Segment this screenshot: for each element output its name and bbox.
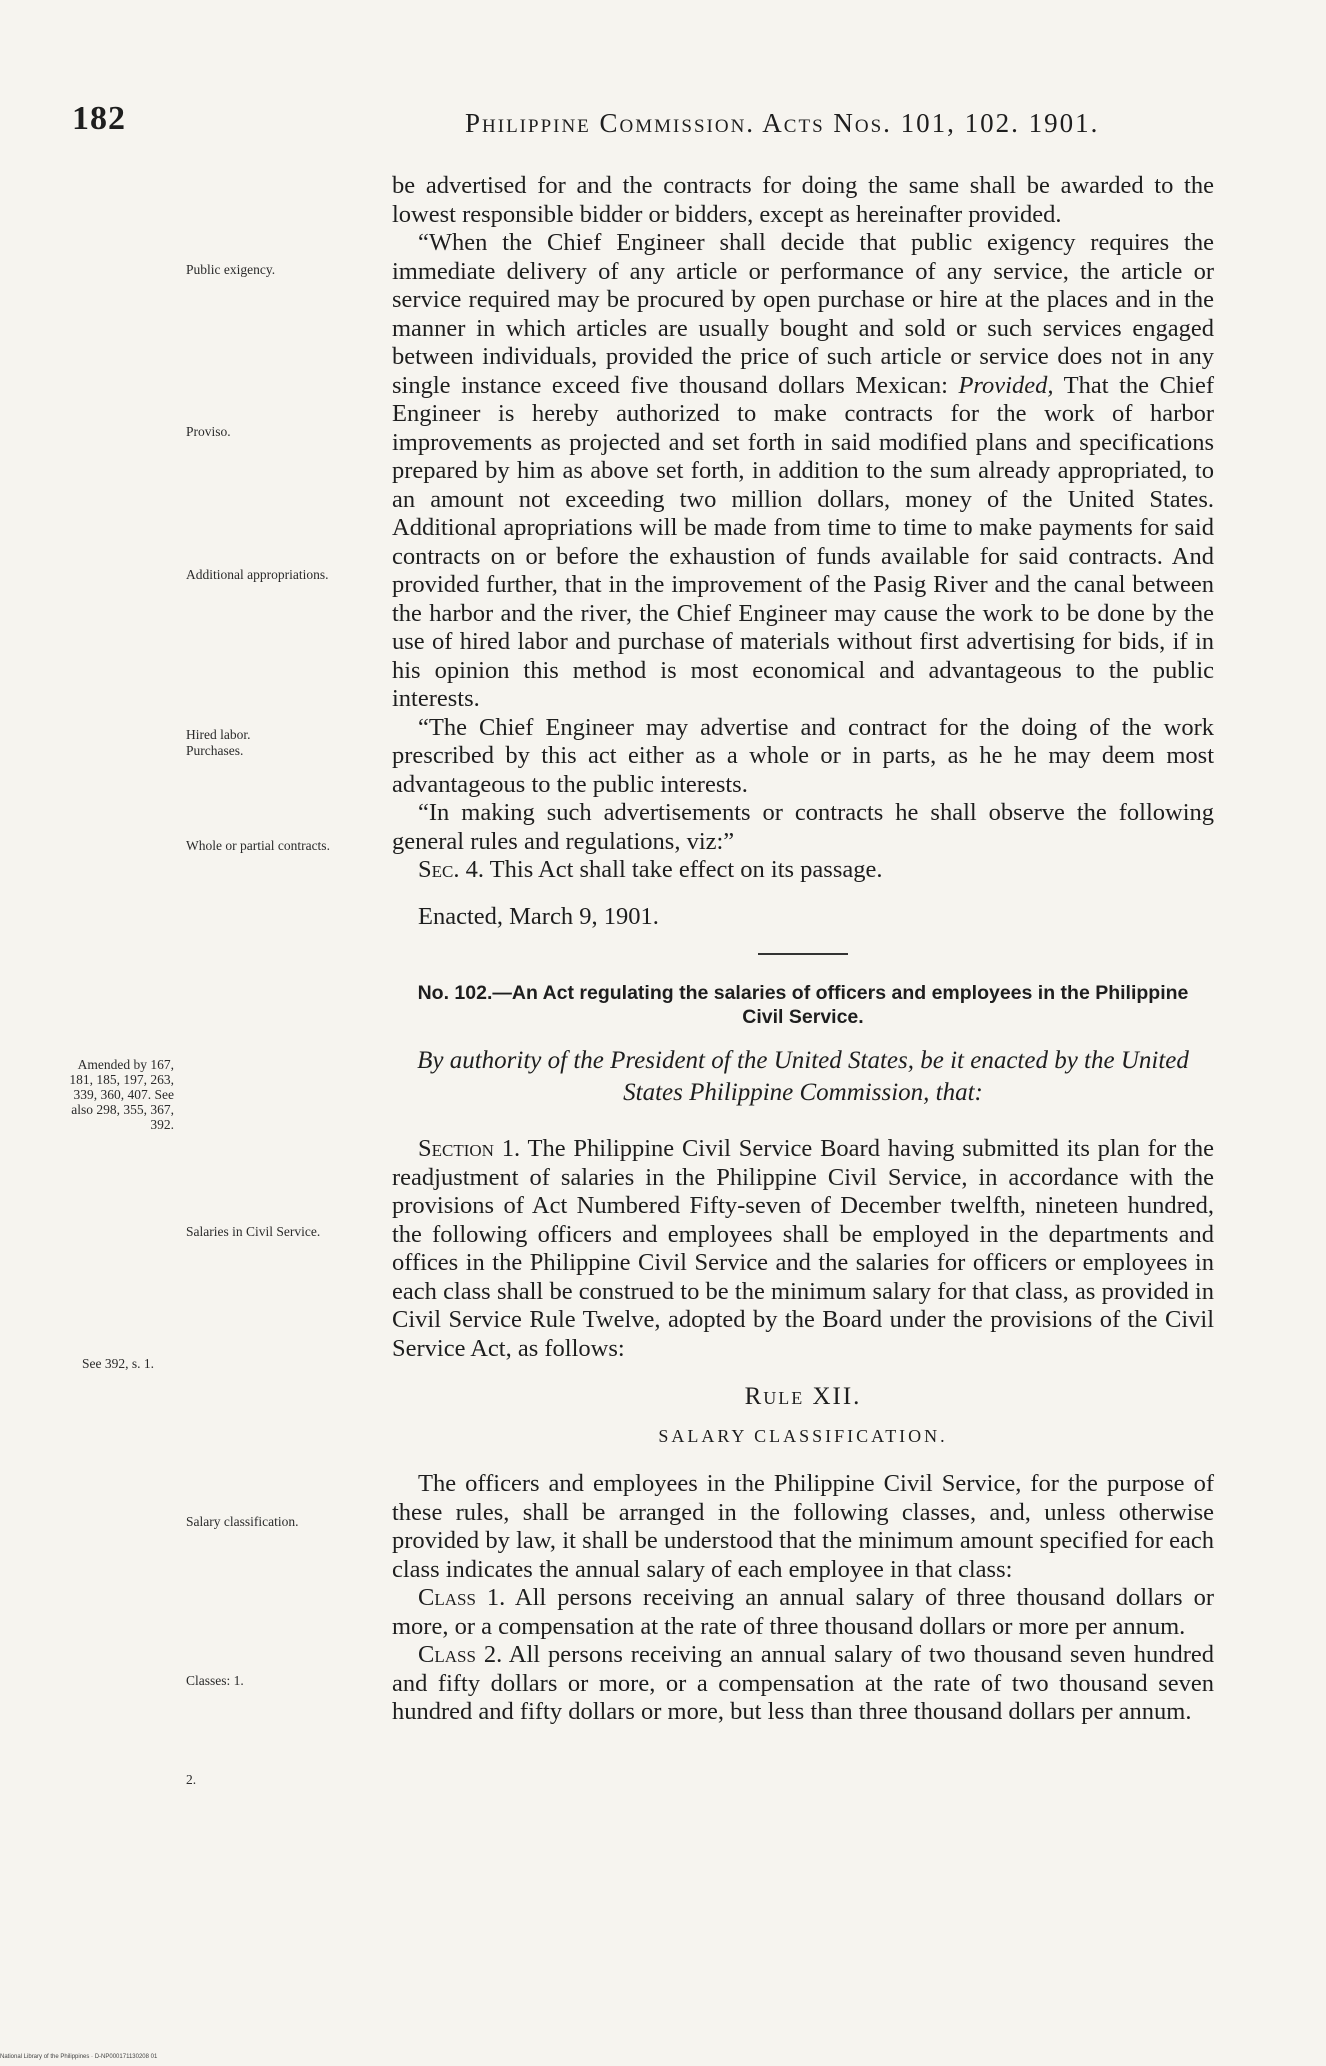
class-2-text: All persons receiving an annual salary of two thousand seven hundred and fifty dollars or more, or a compensation at the rate of two thousand seven hundred and fifty dollars or more, but less than three thousand dollars per annum. xyxy=(392,1641,1214,1725)
section-1 xyxy=(392,1135,1214,1363)
section-divider xyxy=(758,953,848,955)
margin-note-amended: Amended by 167, 181, 185, 197, 263, 339, 360, 407. See also 298, 355, 367, 392. xyxy=(69,1057,174,1132)
margin-note-see-392: See 392, s. 1. xyxy=(82,1356,154,1371)
section-4-text: This Act shall take effect on its passage. xyxy=(489,856,883,883)
paragraph-rules: “In making such advertisements or contracts he shall observe the following general rules and regulations, viz:” xyxy=(392,799,1214,855)
section-1-label: Section 1. xyxy=(418,1135,521,1162)
body-text xyxy=(392,172,1214,1727)
paragraph-continuation: be advertised for and the contracts for doing the same shall be awarded to the lowest responsible bidder or bidders, except as hereinafter provided. xyxy=(392,172,1214,228)
margin-note-whole-partial: Whole or partial contracts. xyxy=(186,838,330,853)
margin-note-proviso: Proviso. xyxy=(186,424,231,439)
section-4 xyxy=(392,856,1214,885)
scan-credit: National Library of the Philippines · D-NP000171130208 01 xyxy=(0,2054,158,2060)
margin-note-class-2: 2. xyxy=(186,1772,197,1787)
margin-note-salaries: Salaries in Civil Service. xyxy=(186,1224,321,1239)
paragraph-public-exigency-end: That the Chief Engineer is hereby authorized to make contracts for the work of harbor improvements as projected and set forth in said modified plans and specifications prepared by him as above set forth, in addition to the sum already appropriated, to an amount not exceeding two million dollars, money of the United States. Additional apropriations will be made from time to time to make payments for said contracts on or before the exhaustion of funds available for said contracts. And provided further, that in the improvement of the Pasig River and the canal between the harbor and the river, the Chief Engineer may cause the work to be done by the use of hired labor and purchase of materials without first advertising for bids, if in his opinion this method is most economical and advantageous to the public interests. xyxy=(392,371,1214,712)
paragraph-public-exigency-start: “When the Chief Engineer shall decide that public exigency requires the immediate delivery of any article or performance of any service, the article or service required may be procured by open purchase or hire at the places and in the manner in which articles are usually bought and sold or such services engaged between individuals, provided the price of such article or service does not in any single instance exceed five thousand dollars Mexican: xyxy=(392,229,1214,399)
margin-note-classes: Classes: 1. xyxy=(186,1673,244,1688)
class-2-label: Class 2. xyxy=(418,1641,503,1668)
rule-subtitle: SALARY CLASSIFICATION. xyxy=(658,1425,948,1446)
provided-keyword: Provided, xyxy=(958,371,1054,399)
class-1-label: Class 1. xyxy=(418,1584,506,1611)
paragraph-whole-partial: “The Chief Engineer may advertise and contract for the doing of the work prescribed by this act either as a whole or in parts, as he he may deem most advantageous to the public interests. xyxy=(392,713,1214,798)
enacted-date: Enacted, March 9, 1901. xyxy=(418,902,659,930)
class-2 xyxy=(392,1641,1214,1727)
margin-note-public-exigency: Public exigency. xyxy=(186,262,276,277)
enacting-clause: By authority of the President of the United States, be it enacted by the United States Philippine Commission, that: xyxy=(417,1047,1189,1106)
margin-note-additional-appropriations: Additional appropriations. xyxy=(186,567,329,582)
section-4-label: Sec. 4. xyxy=(418,856,484,883)
rule-title: Rule XII. xyxy=(744,1383,862,1410)
page-number: 182 xyxy=(72,100,126,137)
running-head: Philippine Commission. Acts Nos. 101, 102. 1901. xyxy=(465,108,1100,138)
act-title: No. 102.—An Act regulating the salaries of officers and employees in the Philippine Civil Service. xyxy=(417,982,1189,1028)
margin-note-salary-classification: Salary classification. xyxy=(186,1514,299,1529)
section-1-text: The Philippine Civil Service Board having submitted its plan for the readjustment of salaries in the Philippine Civil Service, in accordance with the provisions of Act Numbered Fifty-seven of December twelfth, nineteen hundred, the following officers and employees shall be employed in the departments and offices in the Philippine Civil Service and the salaries for officers or employees in each class shall be construed to be the minimum salary for that class, as provided in Civil Service Rule Twelve, adopted by the Board under the provisions of the Civil Service Act, as follows: xyxy=(392,1135,1214,1362)
paragraph-public-exigency xyxy=(392,229,1214,714)
margin-note-hired-labor: Hired labor. Purchases. xyxy=(186,727,251,758)
class-1-text: All persons receiving an annual salary of three thousand dollars or more, or a compensation at the rate of three thousand dollars or more per annum. xyxy=(392,1584,1214,1640)
paragraph-classes: The officers and employees in the Philippine Civil Service, for the purpose of these rules, shall be arranged in the following classes, and, unless otherwise provided by law, it shall be understood that the minimum amount specified for each class indicates the annual salary of each employee in that class: xyxy=(392,1470,1214,1583)
class-1 xyxy=(392,1584,1214,1641)
